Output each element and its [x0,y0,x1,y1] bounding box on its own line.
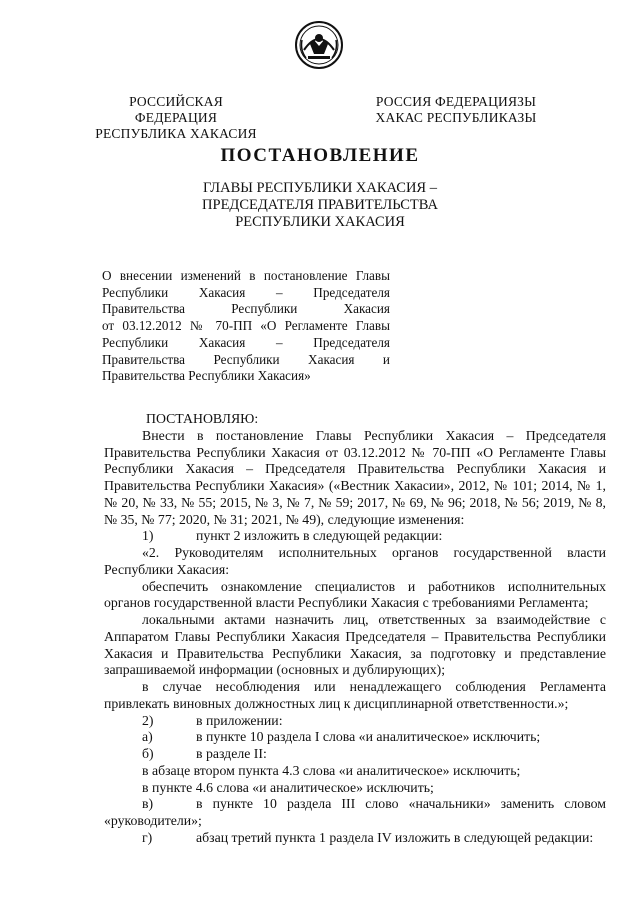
subitem-v [104,796,606,813]
item-text: в приложении: [196,712,283,728]
paragraph-line: в абзаце втором пункта 4.3 слова «и аналитическое» исключить; [142,762,521,778]
paragraph-line: привлекать виновных должностных лиц к дисциплинарной ответственности.»; [104,695,569,711]
paragraph-line: обеспечить ознакомление специалистов и работников исполнительных [142,578,606,594]
subitem-g [104,830,606,847]
paragraph-line: Хакасия и Правительства Республики Хакасия, за подготовку и представление [104,645,606,661]
about-line: О внесении изменений в постановление Главы [102,268,390,283]
paragraph-line: в пункте 4.6 слова «и аналитическое» исключить; [142,779,434,795]
subtitle-line: ГЛАВЫ РЕСПУБЛИКИ ХАКАСИЯ – [203,180,437,196]
about-line: Правительства Республики Хакасия [102,301,390,317]
item-text: в разделе II: [196,746,267,761]
header-left-line2: РЕСПУБЛИКА ХАКАСИЯ [95,126,257,141]
about-line: Правительства Республики Хакасия и [102,351,390,367]
document-subtitle [0,180,640,231]
about-line: Республики Хакасия – Председателя [102,334,390,350]
paragraph-line: локальными актами назначить лиц, ответственных за взаимодействие с [142,612,606,627]
subitem-a [104,729,606,746]
coat-of-arms-emblem [294,20,344,70]
document-body [104,411,606,847]
intro-line: Правительства Республики Хакасия от 03.12.2012 № 70-ПП «О Регламенте Главы [104,444,606,460]
item-number: в) [142,796,154,812]
intro-line: Внести в постановление Главы Республики Хакасия – Председателя [142,427,606,443]
intro-line: Правительства Республики Хакасия» («Вестник Хакасии», 2012, № 101; 2014, № 1, [104,478,606,493]
paragraph-line: «руководители»; [104,813,202,828]
intro-line: № 20, № 33, № 55; 2015, № 3, № 7, № 59; 2017, № 69, № 96; 2018, № 56; 2019, № 8, [104,494,606,510]
document-title: ПОСТАНОВЛЕНИЕ [220,145,420,166]
item-number: а) [142,729,153,745]
item-text: пункт 2 изложить в следующей редакции: [196,528,443,544]
item-number: 2) [142,712,154,728]
header-left-line1: РОССИЙСКАЯ ФЕДЕРАЦИЯ [129,94,223,125]
item-1 [104,528,606,545]
item-number: б) [142,746,154,761]
header-right-line1: РОССИЯ ФЕДЕРАЦИЯЗЫ [375,94,537,109]
about-line: Правительства Республики Хакасия» [102,368,311,384]
item-text: в пункте 10 раздела I слова «и аналитическое» исключить; [196,729,541,745]
intro-line: Республики Хакасия – Председателя Правительства Республики Хакасия и [104,461,606,477]
item-text: в пункте 10 раздела III слово «начальники» заменить словом [196,796,606,812]
paragraph-line: органов государственной власти Республики Хакасия с требованиями Регламента; [104,595,589,611]
header-khakas [368,94,544,126]
intro-line: № 35, № 77; 2020, № 31; 2021, № 49), следующие изменения: [104,511,465,527]
item-number: г) [142,829,153,845]
paragraph-line: Республики Хакасия: [104,561,230,577]
subtitle-line: РЕСПУБЛИКИ ХАКАСИЯ [235,214,405,230]
header-right-line2: ХАКАС РЕСПУБЛИКАЗЫ [375,110,537,125]
paragraph-line: в случае несоблюдения или ненадлежащего соблюдения Регламента [142,679,606,694]
about-block [102,268,390,385]
paragraph-line: «2. Руководителям исполнительных органов государственной власти [142,545,606,560]
item-text: абзац третий пункта 1 раздела IV изложить в следующей редакции: [196,829,594,845]
subtitle-line: ПРЕДСЕДАТЕЛЯ ПРАВИТЕЛЬСТВА [202,197,438,213]
item-number: 1) [142,528,154,544]
paragraph-line: запрашиваемой информации (основных и дублирующих); [104,662,446,678]
item-2 [104,713,606,730]
subitem-b [104,746,606,763]
decree-word: ПОСТАНОВЛЯЮ: [146,411,259,426]
about-line: от 03.12.2012 № 70-ПП «О Регламенте Главы [102,318,390,334]
about-line: Республики Хакасия – Председателя [102,284,390,300]
header-russian [88,94,264,142]
paragraph-line: Аппаратом Главы Республики Хакасия Председателя – Правительства Республики [104,628,606,644]
